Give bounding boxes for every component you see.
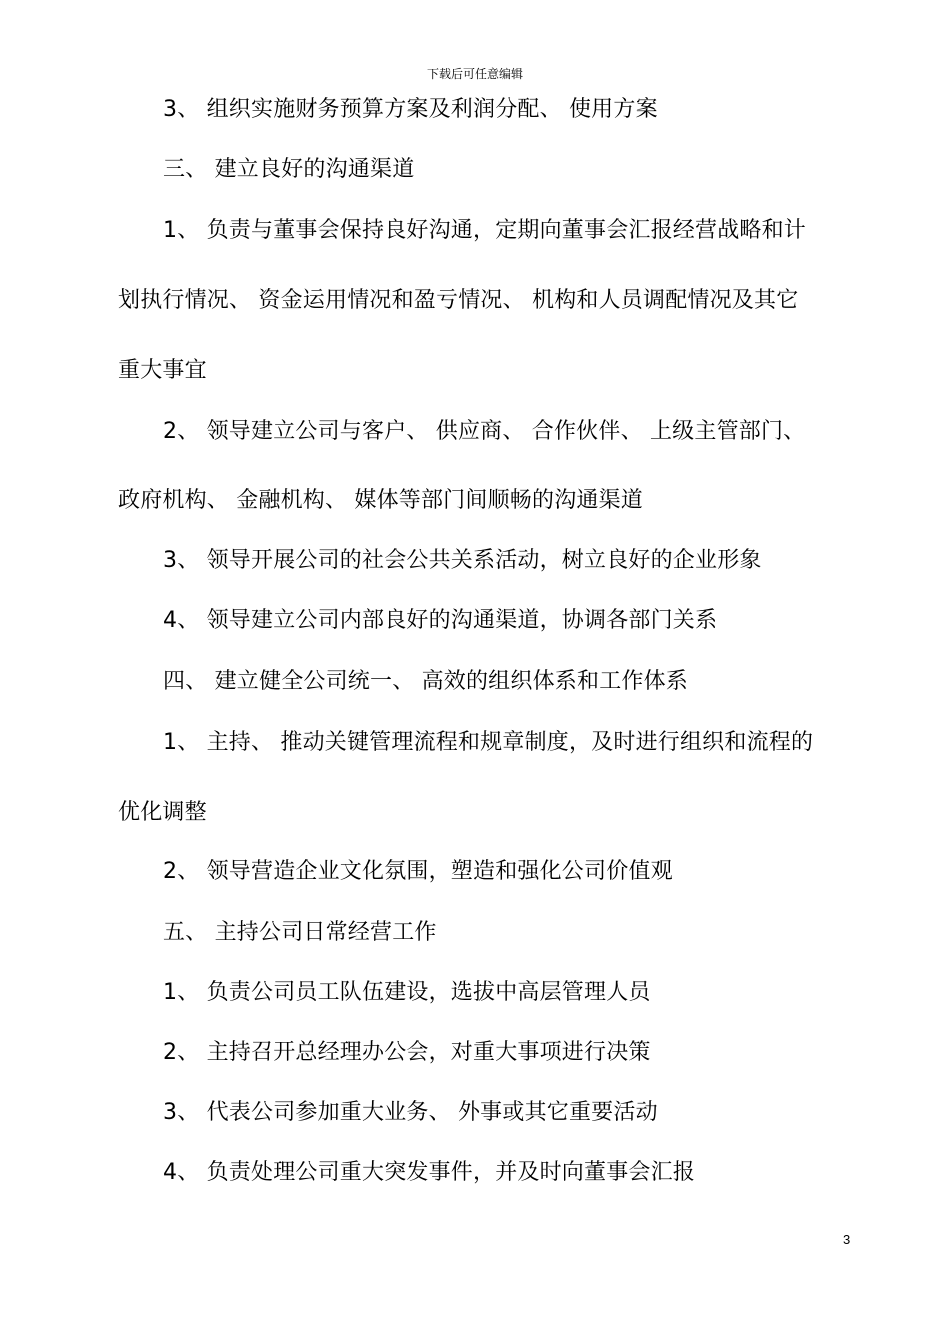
text-line: 2、 领导建立公司与客户、 供应商、 合作伙伴、 上级主管部门、	[163, 419, 806, 444]
text-line: 重大事宜	[118, 358, 207, 383]
page-number: 3	[843, 1232, 851, 1247]
text-line: 1、 负责公司员工队伍建设，选拔中高层管理人员	[163, 980, 651, 1005]
section-heading: 四、 建立健全公司统一、 高效的组织体系和工作体系	[163, 669, 688, 694]
text-line: 2、 主持召开总经理办公会，对重大事项进行决策	[163, 1040, 651, 1065]
header-note: 下载后可任意编辑	[426, 67, 523, 81]
section-heading: 三、 建立良好的沟通渠道	[163, 157, 415, 182]
text-line: 2、 领导营造企业文化氛围，塑造和强化公司价值观	[163, 859, 673, 884]
text-line: 1、 主持、 推动关键管理流程和规章制度，及时进行组织和流程的	[163, 730, 814, 755]
text-line: 4、 领导建立公司内部良好的沟通渠道，协调各部门关系	[163, 608, 718, 633]
text-line: 3、 组织实施财务预算方案及利润分配、 使用方案	[163, 97, 658, 122]
text-line: 政府机构、 金融机构、 媒体等部门间顺畅的沟通渠道	[118, 488, 643, 513]
section-heading: 五、 主持公司日常经营工作	[163, 920, 437, 945]
text-line: 划执行情况、 资金运用情况和盈亏情况、 机构和人员调配情况及其它	[118, 288, 799, 313]
text-line: 1、 负责与董事会保持良好沟通，定期向董事会汇报经营战略和计	[163, 218, 806, 243]
text-line: 4、 负责处理公司重大突发事件，并及时向董事会汇报	[163, 1160, 695, 1185]
text-line: 3、 代表公司参加重大业务、 外事或其它重要活动	[163, 1100, 658, 1125]
text-line: 优化调整	[118, 800, 207, 825]
text-line: 3、 领导开展公司的社会公共关系活动，树立良好的企业形象	[163, 548, 762, 573]
